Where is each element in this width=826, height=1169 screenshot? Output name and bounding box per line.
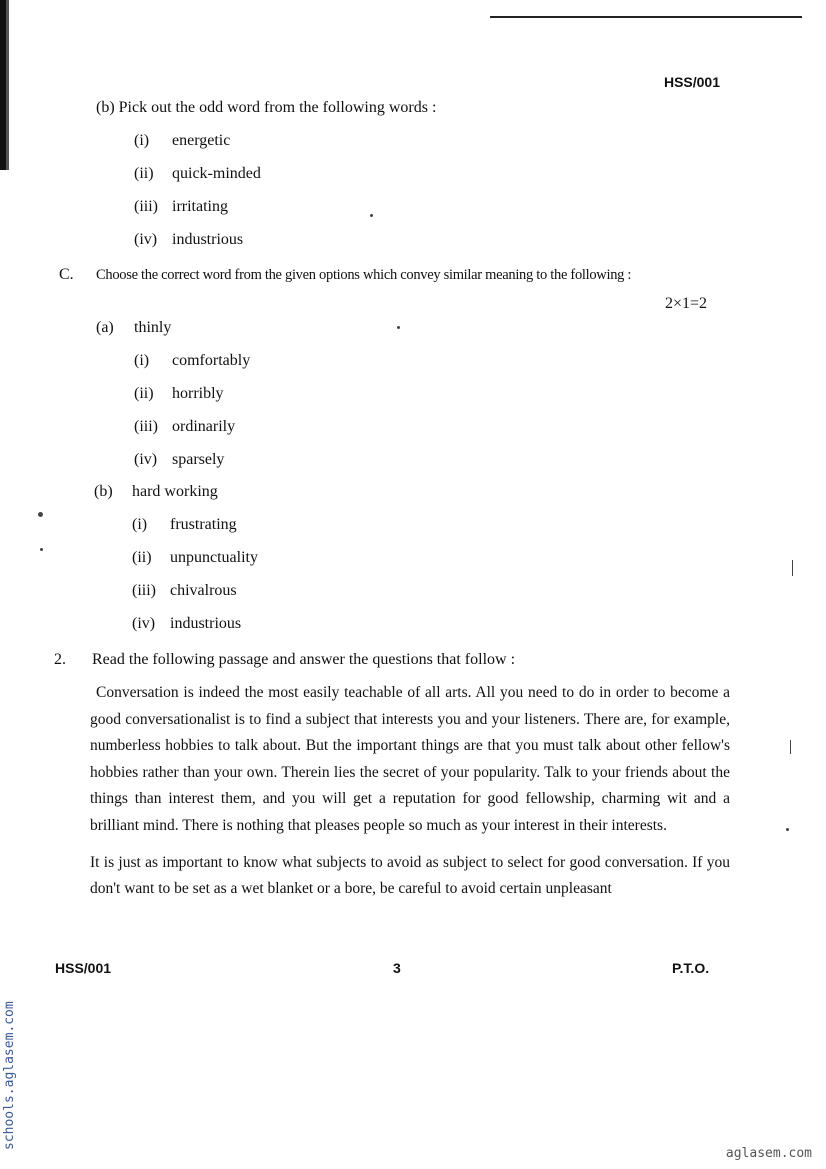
- option-text: comfortably: [172, 352, 251, 369]
- corner-watermark: aglasem.com: [725, 1146, 812, 1161]
- question-b-odd-word: (b) Pick out the odd word from the following words :: [96, 99, 437, 116]
- option-row: [132, 614, 241, 634]
- page-number: 3: [393, 960, 401, 976]
- option-row: [134, 197, 228, 217]
- passage: [90, 680, 730, 903]
- option-row: [132, 515, 237, 535]
- scan-edge-mark: [0, 0, 14, 170]
- option-number: (i): [132, 516, 148, 533]
- option-text: ordinarily: [172, 418, 236, 435]
- option-number: (iv): [132, 615, 156, 632]
- option-number: (iv): [134, 451, 158, 468]
- sub-question-b: [94, 482, 218, 502]
- marks-allocation: 2×1=2: [665, 295, 708, 312]
- option-text: industrious: [172, 231, 244, 248]
- sub-question-a: [96, 318, 171, 338]
- question-2-instruction: Read the following passage and answer the questions that follow :: [92, 651, 516, 668]
- section-c-instruction: Choose the correct word from the given options which convey similar meaning to the following :: [96, 267, 632, 283]
- section-c-label: C.: [59, 266, 74, 283]
- side-watermark: schools.aglasem.com: [2, 1001, 17, 1150]
- option-row: [134, 131, 230, 151]
- option-number: (iii): [134, 418, 158, 435]
- option-text: irritating: [172, 198, 228, 215]
- scan-speck: [786, 828, 789, 831]
- question-2-label: 2.: [54, 651, 66, 668]
- option-row: [132, 581, 237, 601]
- option-row: [134, 450, 224, 470]
- scan-speck: [40, 548, 43, 551]
- option-text: chivalrous: [170, 582, 237, 599]
- scan-speck: [397, 326, 400, 329]
- scan-speck: [38, 512, 43, 517]
- option-text: frustrating: [170, 516, 237, 533]
- option-row: [134, 351, 250, 371]
- option-text: energetic: [172, 132, 231, 149]
- option-text: industrious: [170, 615, 242, 632]
- top-rule: [490, 16, 802, 18]
- option-text: quick-minded: [172, 165, 261, 182]
- paper-code-header: HSS/001: [663, 74, 720, 90]
- sub-question-word: thinly: [134, 319, 172, 336]
- option-row: [132, 548, 258, 568]
- option-text: horribly: [172, 385, 224, 402]
- option-number: (i): [134, 132, 150, 149]
- passage-paragraph: Conversation is indeed the most easily teachable of all arts. All you need to do in order to become a good conversationalist is to find a subject that interests you and your listeners. There are, for example, numberless hobbies to talk about. But the important things are that you must talk about other fellow's hobbies rather than your own. Therein lies the secret of your popularity. Talk to your friends about the things than interest them, and you will get a reputation for good fellowship, charming wit and a brilliant mind. There is nothing that pleases people so much as your interest in their interests.: [90, 684, 730, 834]
- scan-speck: [370, 214, 373, 217]
- option-row: [134, 230, 243, 250]
- sub-question-label: (a): [96, 319, 114, 336]
- option-text: unpunctuality: [170, 549, 258, 566]
- passage-paragraph: It is just as important to know what subjects to avoid as subject to select for good conversation. If you don't want to be set as a wet blanket or a bore, be careful to avoid certain unpleasant: [90, 853, 730, 898]
- option-row: [134, 384, 224, 404]
- option-number: (ii): [132, 549, 152, 566]
- option-number: (ii): [134, 165, 154, 182]
- scan-speck: [790, 740, 791, 754]
- option-number: (iv): [134, 231, 158, 248]
- option-number: (iii): [132, 582, 156, 599]
- pto-label: P.T.O.: [672, 960, 710, 976]
- option-row: [134, 417, 235, 437]
- paper-code-footer: HSS/001: [55, 960, 112, 976]
- sub-question-label: (b): [94, 483, 113, 500]
- option-number: (i): [134, 352, 150, 369]
- option-number: (iii): [134, 198, 158, 215]
- option-row: [134, 164, 261, 184]
- sub-question-word: hard working: [132, 483, 218, 500]
- scan-speck: [792, 560, 793, 576]
- option-text: sparsely: [172, 451, 225, 468]
- option-number: (ii): [134, 385, 154, 402]
